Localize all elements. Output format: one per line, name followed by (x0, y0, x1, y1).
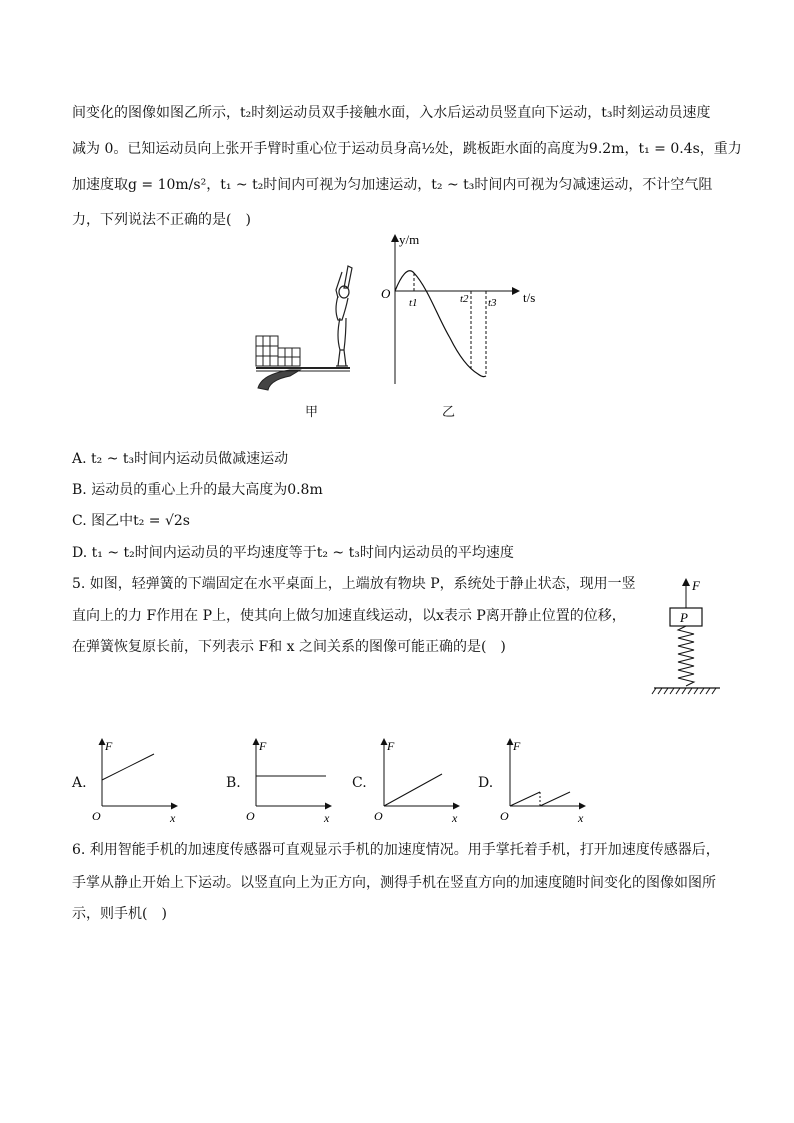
q4-option-a[interactable]: A. t₂ ~ t₃时间内运动员做减速运动 (72, 451, 289, 467)
q4-line-2: 减为 0。已知运动员向上张开手臂时重心位于运动员身高½处，跳板距水面的高度为9.2m，t₁ = 0.4s，重力 (72, 141, 742, 157)
caption-yi: 乙 (442, 405, 456, 420)
graph-c-y: F (387, 739, 395, 753)
graph-a-x: x (170, 811, 176, 824)
q4-option-c[interactable]: C. 图乙中t₂ = √2s (72, 513, 190, 529)
q4-line-4: 力，下列说法不正确的是( ) (72, 212, 251, 228)
q4-option-b[interactable]: B. 运动员的重心上升的最大高度为0.8m (72, 482, 323, 498)
q5-line-2: 直向上的力 F作用在 P上，使其向上做匀加速直线运动，以x表示 P离开静止位置的位移， (72, 608, 626, 624)
t2-label: t2 (460, 293, 469, 305)
spring-figure (650, 574, 725, 698)
graph-a-y: F (105, 739, 113, 753)
q5-line-1: 5. 如图，轻弹簧的下端固定在水平桌面上，上端放有物块 P，系统处于静止状态，现用一竖 (72, 576, 636, 592)
graph-d-o: O (500, 809, 509, 823)
graph-b-o: O (246, 809, 255, 823)
graph-b-y: F (259, 739, 267, 753)
diver-figure (250, 258, 360, 398)
graph-b-x: x (324, 811, 330, 824)
graph-c-letter[interactable]: C. (352, 775, 367, 791)
graph-a[interactable] (90, 736, 182, 824)
q6-line-1: 6. 利用智能手机的加速度传感器可直观显示手机的加速度情况。用手掌托着手机，打开加速度传感器后， (72, 842, 720, 858)
q4-option-d[interactable]: D. t₁ ~ t₂时间内运动员的平均速度等于t₂ ~ t₃时间内运动员的平均速度 (72, 545, 514, 561)
q4-line-3: 加速度取g = 10m/s²，t₁ ~ t₂时间内可视为匀加速运动，t₂ ~ t₃时间内可视为匀减速运动，不计空气阻 (72, 177, 713, 193)
caption-jia: 甲 (305, 405, 319, 420)
q6-line-2: 手掌从静止开始上下运动。以竖直向上为正方向，测得手机在竖直方向的加速度随时间变化的图像如图所 (72, 875, 716, 891)
x-axis-label: t/s (523, 290, 536, 305)
graph-d-letter[interactable]: D. (478, 775, 494, 791)
t3-label: t3 (488, 297, 497, 309)
origin-label: O (381, 286, 391, 301)
graph-a-o: O (92, 809, 101, 823)
graph-b-letter[interactable]: B. (226, 775, 241, 791)
force-label: F (692, 578, 700, 593)
q6-line-3: 示，则手机( ) (72, 906, 167, 922)
graph-b[interactable] (244, 736, 336, 824)
graph-c[interactable] (372, 736, 464, 824)
t1-label: t1 (409, 297, 418, 309)
block-label: P (680, 610, 688, 625)
graph-d-x: x (578, 811, 584, 824)
graph-c-x: x (452, 811, 458, 824)
yt-graph (378, 228, 548, 388)
graph-d[interactable] (498, 736, 590, 824)
y-axis-label: y/m (399, 232, 420, 247)
graph-c-o: O (374, 809, 383, 823)
q5-line-3: 在弹簧恢复原长前，下列表示 F和 x 之间关系的图像可能正确的是( ) (72, 639, 506, 655)
graph-d-y: F (513, 739, 521, 753)
q4-line-1: 间变化的图像如图乙所示，t₂时刻运动员双手接触水面，入水后运动员竖直向下运动，t₃时刻运动员速度 (72, 105, 711, 121)
graph-a-letter[interactable]: A. (72, 775, 87, 791)
